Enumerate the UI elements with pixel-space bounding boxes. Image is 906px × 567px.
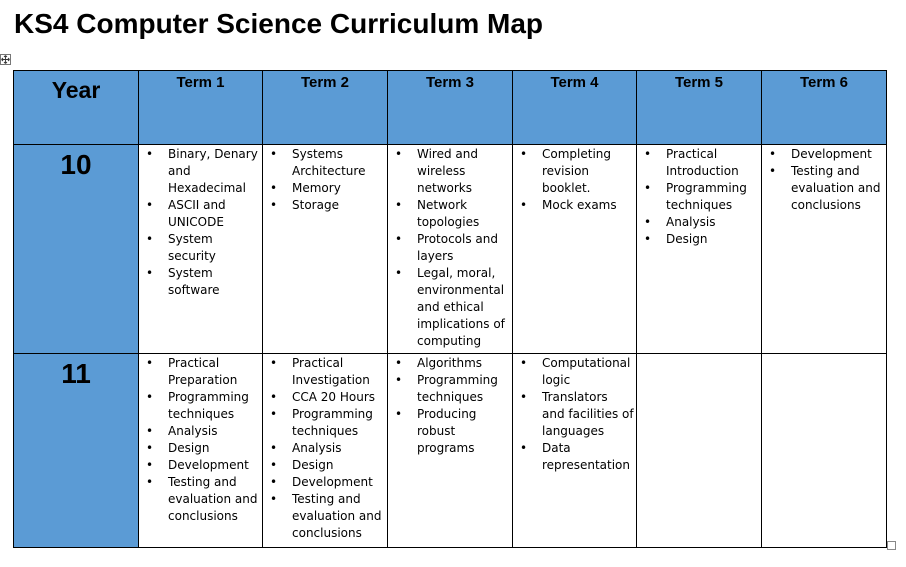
topic-item: • Protocols and layers xyxy=(388,231,512,265)
topic-item: • Development xyxy=(762,146,886,163)
term-3-header: Term 3 xyxy=(388,71,513,145)
move-arrows-icon xyxy=(1,55,10,64)
topic-list xyxy=(263,355,387,542)
topic-item: • Analysis xyxy=(263,440,387,457)
topic-cell[interactable] xyxy=(513,145,637,354)
term-1-header: Term 1 xyxy=(139,71,263,145)
topic-list xyxy=(513,355,636,474)
topic-list xyxy=(388,355,512,457)
year-11-label: 11 xyxy=(14,354,139,548)
topic-item: • Analysis xyxy=(139,423,262,440)
topic-item: • System security xyxy=(139,231,262,265)
topic-item: • Design xyxy=(263,457,387,474)
topic-item: • Memory xyxy=(263,180,387,197)
topic-list xyxy=(513,146,636,214)
topic-item: • Systems Architecture xyxy=(263,146,387,180)
topic-item: • Computational logic xyxy=(513,355,636,389)
topic-item: • Testing and evaluation and conclusions xyxy=(139,474,262,525)
term-6-header: Term 6 xyxy=(762,71,887,145)
topic-list xyxy=(637,146,761,248)
topic-item: • Practical Preparation xyxy=(139,355,262,389)
topic-item: • Testing and evaluation and conclusions xyxy=(263,491,387,542)
topic-cell[interactable] xyxy=(139,145,263,354)
topic-list xyxy=(139,146,262,299)
term-2-header: Term 2 xyxy=(263,71,388,145)
year-11-row xyxy=(14,354,887,548)
table-move-handle[interactable] xyxy=(0,54,11,65)
topic-cell[interactable] xyxy=(263,354,388,548)
topic-cell[interactable] xyxy=(388,145,513,354)
topic-list xyxy=(263,146,387,214)
topic-list xyxy=(762,146,886,214)
year-10-row xyxy=(14,145,887,354)
topic-item: • Programming techniques xyxy=(388,372,512,406)
topic-item: • Completing revision booklet. xyxy=(513,146,636,197)
topic-item: • Storage xyxy=(263,197,387,214)
topic-item: • Programming techniques xyxy=(263,406,387,440)
topic-item: • CCA 20 Hours xyxy=(263,389,387,406)
term-4-header: Term 4 xyxy=(513,71,637,145)
header-row xyxy=(14,71,887,145)
topic-cell[interactable] xyxy=(762,145,887,354)
topic-item: • Binary, Denary and Hexadecimal xyxy=(139,146,262,197)
topic-cell[interactable] xyxy=(513,354,637,548)
topic-item: • Producing robust programs xyxy=(388,406,512,457)
topic-item: • Practical Introduction xyxy=(637,146,761,180)
topic-cell[interactable] xyxy=(263,145,388,354)
year-header: Year xyxy=(14,71,139,145)
topic-item: • Mock exams xyxy=(513,197,636,214)
topic-item: • ASCII and UNICODE xyxy=(139,197,262,231)
topic-item: • Translators and facilities of languages xyxy=(513,389,636,440)
topic-list xyxy=(388,146,512,350)
topic-item: • Development xyxy=(263,474,387,491)
term-5-header: Term 5 xyxy=(637,71,762,145)
topic-item: • Programming techniques xyxy=(139,389,262,423)
topic-item: • Development xyxy=(139,457,262,474)
topic-item: • Design xyxy=(637,231,761,248)
topic-item: • Analysis xyxy=(637,214,761,231)
curriculum-table xyxy=(13,70,887,548)
topic-cell[interactable] xyxy=(637,145,762,354)
topic-item: • Legal, moral, environmental and ethical implications of computing xyxy=(388,265,512,350)
table-resize-handle[interactable] xyxy=(887,541,896,550)
topic-cell[interactable] xyxy=(388,354,513,548)
topic-cell[interactable] xyxy=(762,354,887,548)
topic-item: • Algorithms xyxy=(388,355,512,372)
topic-item: • Network topologies xyxy=(388,197,512,231)
topic-item: • Testing and evaluation and conclusions xyxy=(762,163,886,214)
topic-cell[interactable] xyxy=(637,354,762,548)
topic-item: • Programming techniques xyxy=(637,180,761,214)
topic-item: • Design xyxy=(139,440,262,457)
page-title: KS4 Computer Science Curriculum Map xyxy=(14,8,544,39)
topic-list xyxy=(139,355,262,525)
year-10-label: 10 xyxy=(14,145,139,354)
topic-item: • Data representation xyxy=(513,440,636,474)
topic-item: • Wired and wireless networks xyxy=(388,146,512,197)
topic-cell[interactable] xyxy=(139,354,263,548)
topic-item: • Practical Investigation xyxy=(263,355,387,389)
topic-item: • System software xyxy=(139,265,262,299)
